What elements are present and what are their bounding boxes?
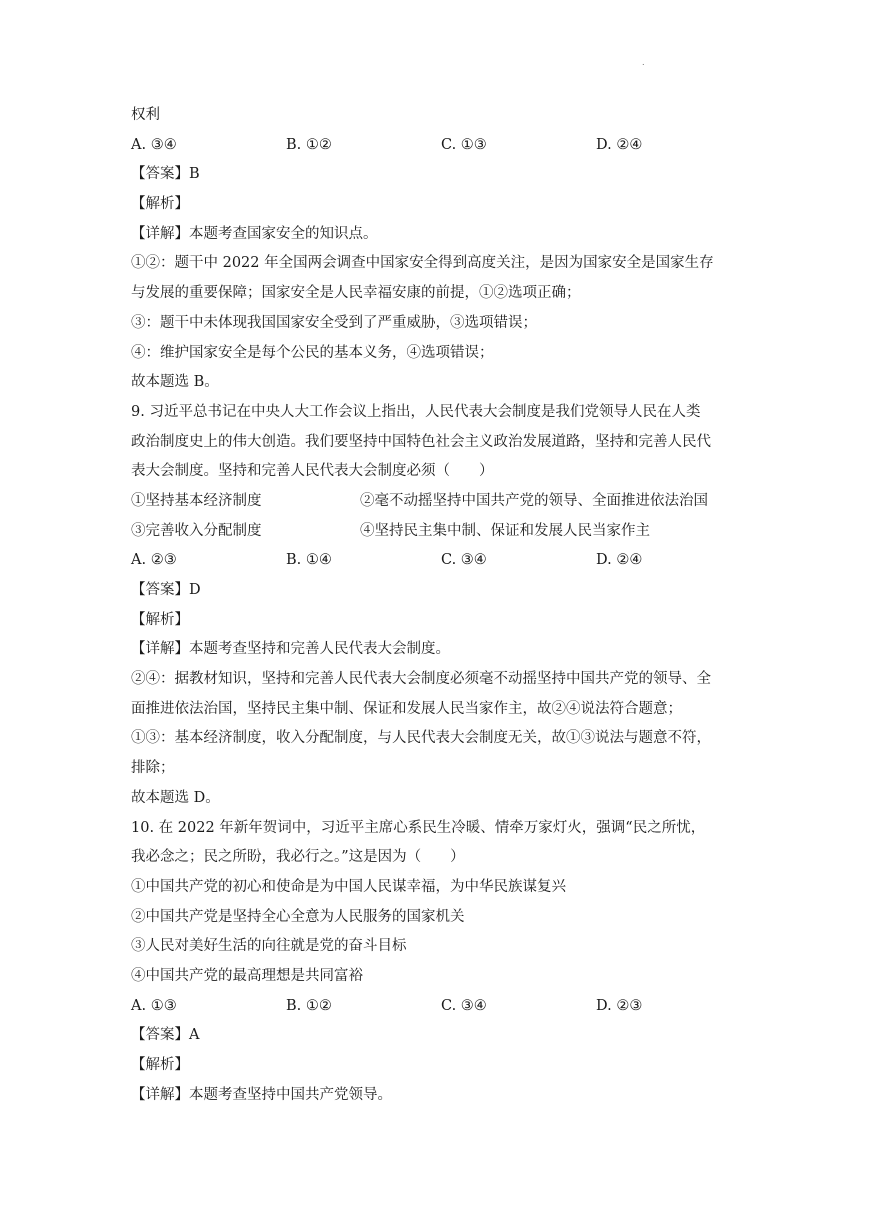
text-line: 权利 (131, 107, 160, 123)
q10-option-d: D. ②③ (596, 997, 643, 1014)
q8-detail-line: 【详解】本题考查国家安全的知识点。 (131, 225, 378, 242)
q9-stem-line: 9. 习近平总书记在中央人大工作会议上指出，人民代表大会制度是我们党领导人民在人类 (131, 403, 701, 420)
q10-statement: ①中国共产党的初心和使命是为中国人民谋幸福，为中华民族谋复兴 (131, 878, 566, 895)
q8-detail-line: 与发展的重要保障；国家安全是人民幸福安康的前提，①②选项正确； (131, 285, 581, 302)
q9-statements-row (131, 517, 751, 547)
q9-detail-line: ②④：据教材知识，坚持和完善人民代表大会制度必须毫不动摇坚持中国共产党的领导、全 (131, 671, 711, 688)
q8-option-c: C. ①③ (441, 136, 487, 153)
q10-option-a: A. ①③ (131, 997, 177, 1014)
q9-option-c: C. ③④ (441, 552, 487, 569)
q8-detail-line: 故本题选 B。 (131, 374, 219, 391)
q10-stem-line: 10. 在 2022 年新年贺词中，习近平主席心系民生冷暖、情牵万家灯火，强调“民之所忧， (131, 819, 706, 836)
q8-detail-line: ①②：题干中 2022 年全国两会调查中国家安全得到高度关注，是因为国家安全是国家生存 (131, 255, 714, 272)
q8-detail-line: ④：维护国家安全是每个公民的基本义务，④选项错误； (131, 344, 494, 361)
q9-statement-2: ②毫不动摇坚持中国共产党的领导、全面推进依法治国 (360, 492, 708, 509)
q9-answer: 【答案】D (131, 582, 201, 598)
q9-options (131, 546, 751, 576)
q9-statement-3: ③完善收入分配制度 (131, 522, 262, 539)
q9-statements-row (131, 487, 751, 517)
q9-statement-1: ①坚持基本经济制度 (131, 492, 262, 509)
q10-options (131, 992, 751, 1022)
q9-analysis-label: 【解析】 (131, 611, 189, 628)
q9-option-b: B. ①④ (286, 552, 332, 569)
q8-answer: 【答案】B (131, 166, 200, 183)
q8-detail-line: ③：题干中未体现我国国家安全受到了严重威胁，③选项错误； (131, 314, 537, 331)
q9-detail-line: 面推进依法治国，坚持民主集中制、保证和发展人民当家作主，故②④说法符合题意； (131, 700, 682, 717)
q8-option-b: B. ①② (286, 136, 332, 153)
q9-detail-line: ①③：基本经济制度，收入分配制度，与人民代表大会制度无关，故①③说法与题意不符， (131, 730, 711, 747)
q10-option-c: C. ③④ (441, 997, 487, 1014)
q10-analysis-label: 【解析】 (131, 1057, 189, 1073)
q9-option-a: A. ②③ (131, 552, 177, 569)
q10-stem-line: 我必念之；民之所盼，我必行之。”这是因为（ ） (131, 849, 465, 866)
q10-statement: ③人民对美好生活的向往就是党的奋斗目标 (131, 938, 407, 955)
q9-detail-line: 故本题选 D。 (131, 789, 220, 806)
q9-statement-4: ④坚持民主集中制、保证和发展人民当家作主 (360, 522, 650, 539)
q10-statement: ②中国共产党是坚持全心全意为人民服务的国家机关 (131, 908, 465, 925)
header-mark: . (642, 58, 645, 67)
q10-answer: 【答案】A (131, 1027, 200, 1044)
q9-detail-line: 排除； (131, 760, 175, 777)
q9-detail-line: 【详解】本题考查坚持和完善人民代表大会制度。 (131, 641, 450, 658)
q10-option-b: B. ①② (286, 997, 332, 1014)
q8-options (131, 131, 751, 161)
q9-stem-line: 表大会制度。坚持和完善人民代表大会制度必须（ ） (131, 463, 494, 480)
document-body (131, 101, 751, 1110)
q8-option-a: A. ③④ (131, 136, 177, 153)
q9-stem-line: 政治制度史上的伟大创造。我们要坚持中国特色社会主义政治发展道路，坚持和完善人民代 (131, 433, 711, 450)
q8-analysis-label: 【解析】 (131, 196, 189, 213)
q9-option-d: D. ②④ (596, 552, 643, 569)
q10-statement: ④中国共产党的最高理想是共同富裕 (131, 967, 363, 984)
q10-detail-line: 【详解】本题考查坚持中国共产党领导。 (131, 1086, 392, 1103)
q8-option-d: D. ②④ (596, 136, 643, 153)
